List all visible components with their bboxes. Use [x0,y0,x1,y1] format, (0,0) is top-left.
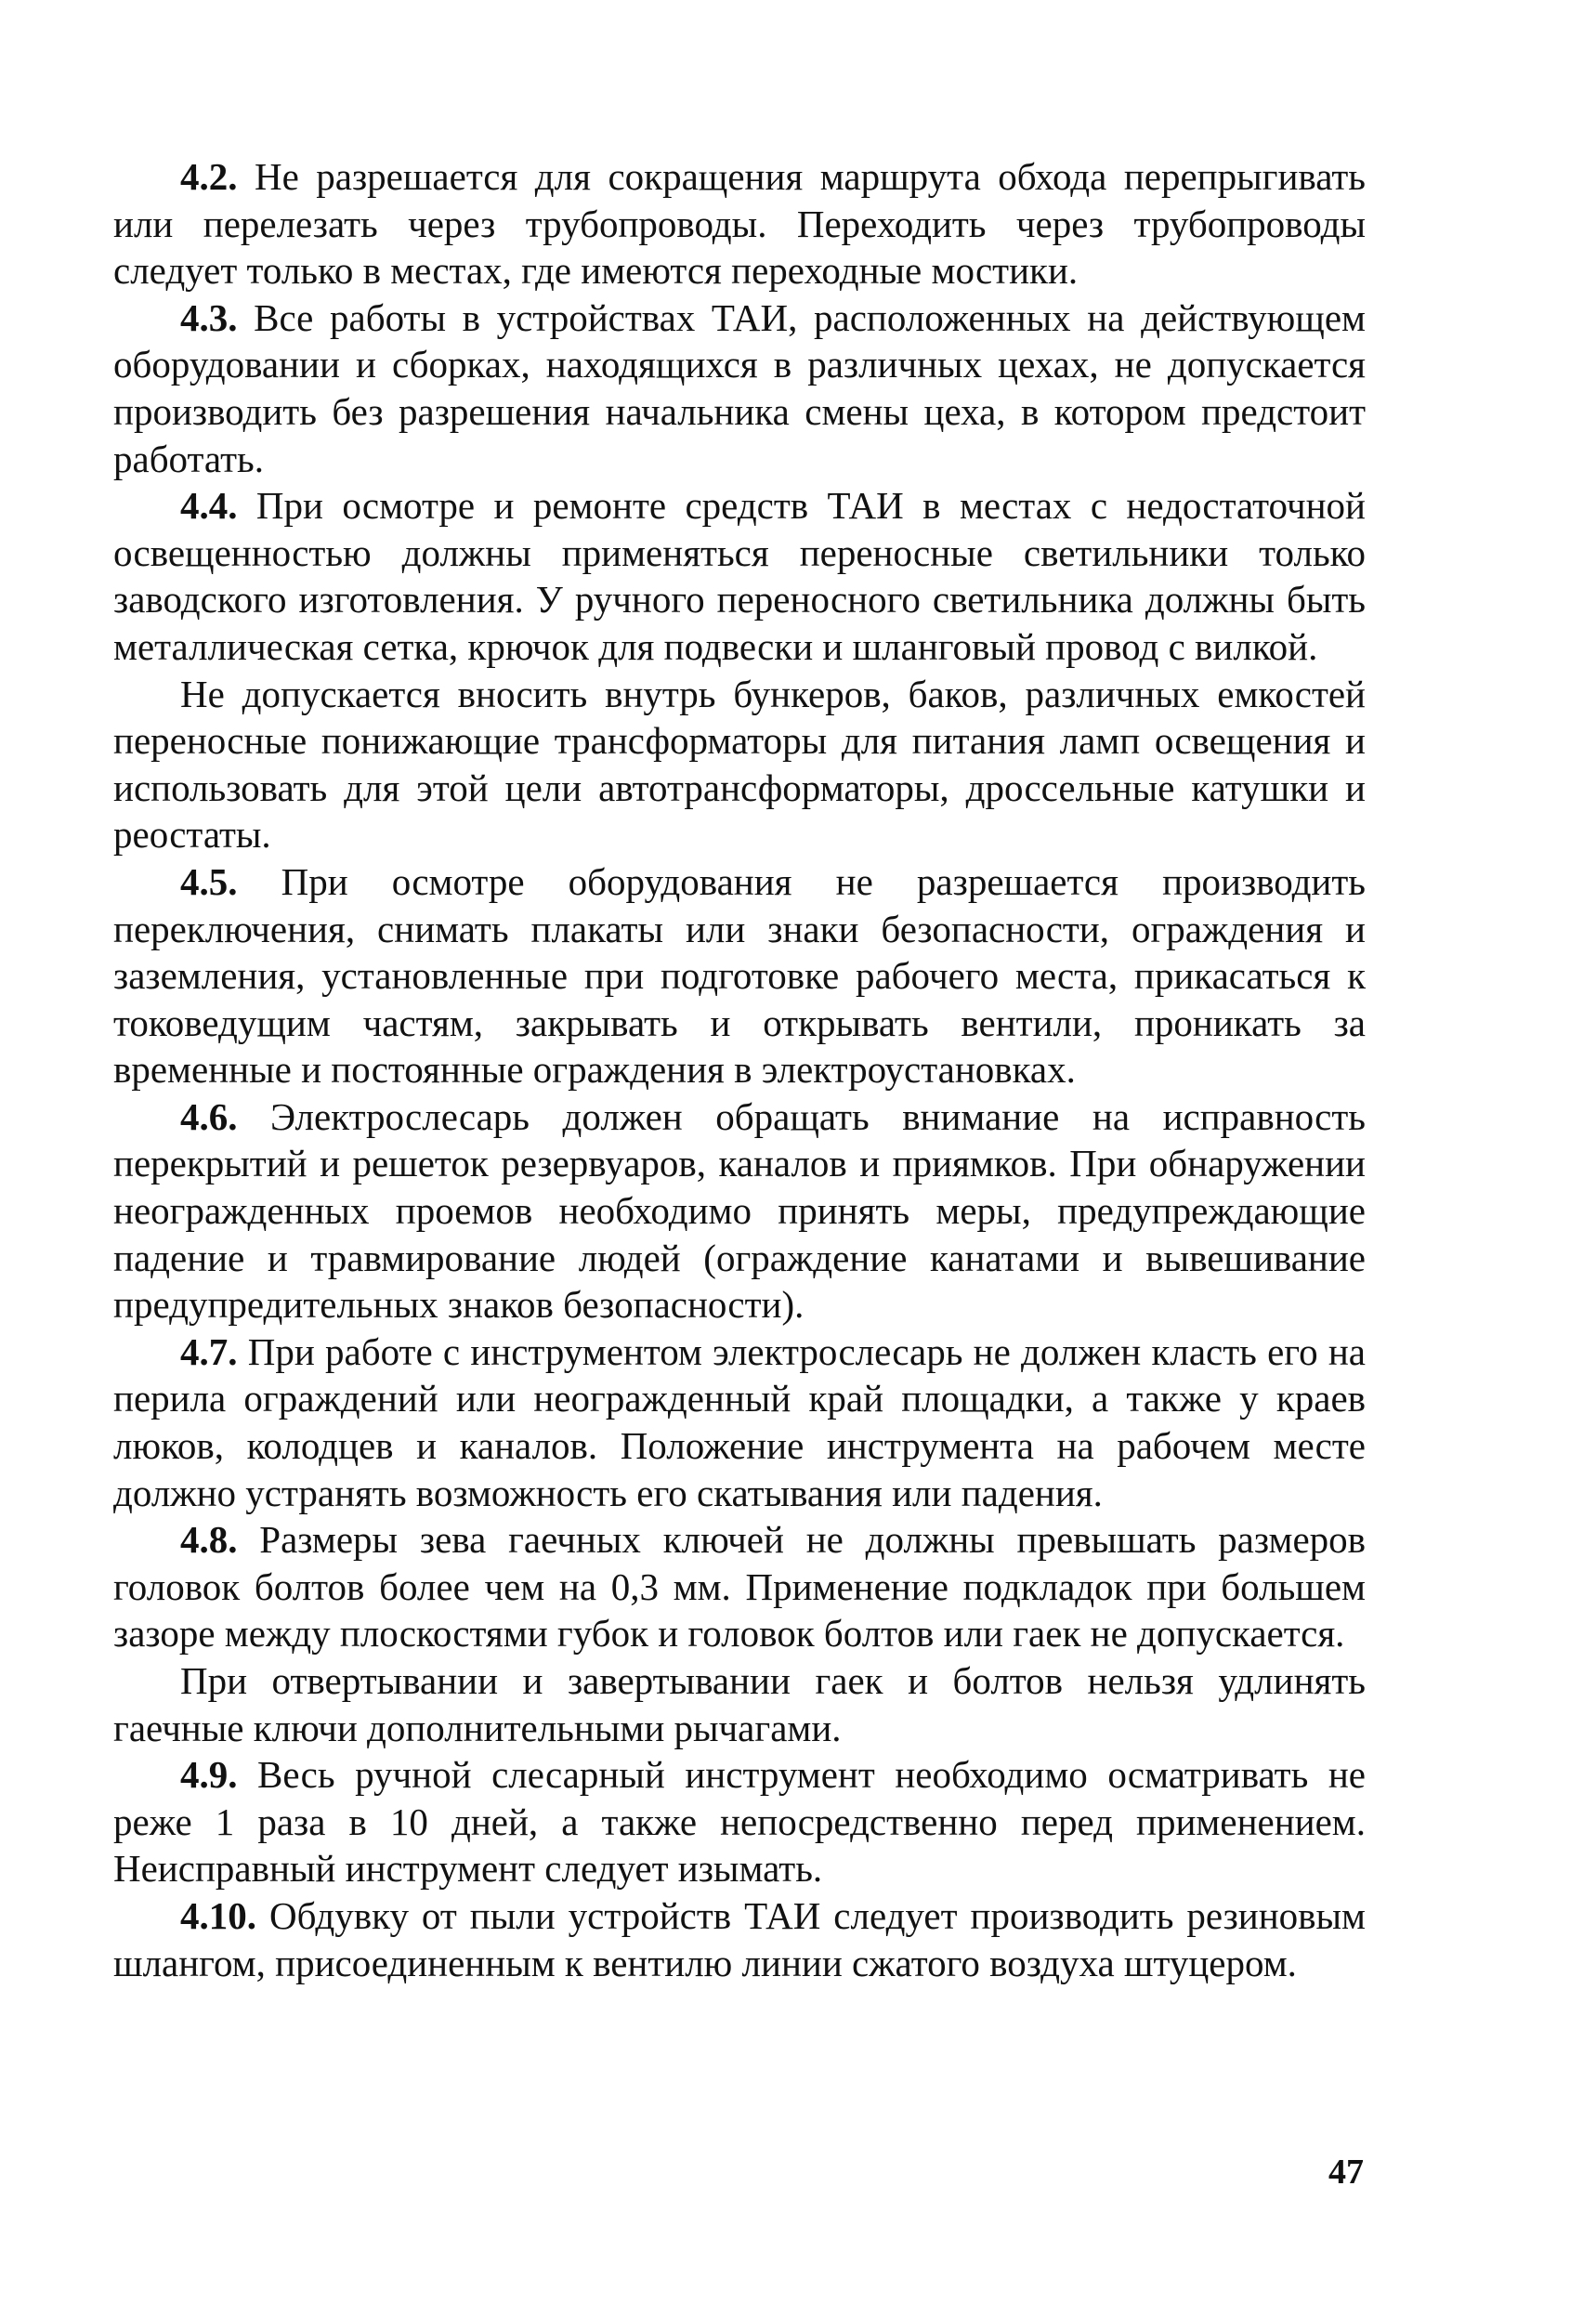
paragraph-text: Электрослесарь должен обращать внимание на исправность перекрытий и решеток резервуаров, каналов и приямков. При обнаружении неогражденных проемов необходимо принять меры, предупреждающие падение и травмирование людей (ограждение канатами и вывешивание предупредительных знаков безопасности). [113,1094,1366,1327]
paragraph-4-2 [113,153,1366,295]
paragraph-4-4 [113,482,1366,670]
clause-number: 4.5. [180,859,238,903]
paragraph-4-9 [113,1751,1366,1892]
clause-number: 4.3. [180,295,238,339]
paragraph-text: При осмотре оборудования не разрешается производить переключения, снимать плакаты или знаки безопасности, ограждения и заземления, установленные при подготовке рабочего места, прикасаться к токоведущим частям, закрывать и открывать вентили, проникать за временные и постоянные ограждения в электроустановках. [113,859,1366,1092]
paragraph-text: Все работы в устройствах ТАИ, расположенных на действующем оборудовании и сборках, находящихся в различных цехах, не допускается производить без разрешения начальника смены цеха, в котором предстоит работать. [113,295,1366,480]
paragraph-4-10 [113,1892,1366,1986]
paragraph-4-5 [113,858,1366,1093]
paragraph-4-8-continued [113,1657,1366,1751]
paragraph-text: Не разрешается для сокращения маршрута обхода перепрыгивать или перелезать через трубопроводы. Переходить через трубопроводы следует только в местах, где имеются переходные мостики. [113,155,1366,293]
paragraph-text: При отвертывании и завертывании гаек и болтов нельзя удлинять гаечные ключи дополнительными рычагами. [113,1659,1366,1749]
clause-number: 4.4. [180,484,238,528]
clause-number: 4.2. [180,155,238,198]
clause-number: 4.9. [180,1753,238,1797]
paragraph-4-6 [113,1093,1366,1329]
body-text [113,153,1366,1986]
paragraph-text: Обдувку от пыли устройств ТАИ следует производить резиновым шлангом, присоединенным к вентилю линии сжатого воздуха штуцером. [113,1893,1366,1984]
paragraph-4-8 [113,1516,1366,1657]
clause-number: 4.6. [180,1094,238,1138]
paragraph-text: Не допускается вносить внутрь бункеров, баков, различных емкостей переносные понижающие трансформаторы для питания ламп освещения и использовать для этой цели автотрансформаторы, дроссельные катушки и реостаты. [113,672,1366,857]
paragraph-text: При осмотре и ремонте средств ТАИ в местах с недостаточной освещенностью должны применяться переносные светильники только заводского изготовления. У ручного переносного светильника должны быть металлическая сетка, крючок для подвески и шланговый провод с вилкой. [113,484,1366,668]
paragraph-4-3 [113,295,1366,482]
paragraph-text: Весь ручной слесарный инструмент необходимо осматривать не реже 1 раза в 10 дней, а также непосредственно перед применением. Неисправный инструмент следует изымать. [113,1753,1366,1891]
paragraph-text: При работе с инструментом электрослесарь не должен класть его на перила ограждений или неогражденный край площадки, а также у краев люков, колодцев и каналов. Положение инструмента на рабочем месте должно устранять возможность его скатывания или падения. [113,1329,1366,1514]
clause-number: 4.8. [180,1518,238,1562]
paragraph-4-4-continued [113,671,1366,858]
clause-number: 4.10. [180,1893,256,1937]
paragraph-text: Размеры зева гаечных ключей не должны превышать размеров головок болтов более чем на 0,3 мм. Применение подкладок при большем зазоре между плоскостями губок и головок болтов или гаек не допускается. [113,1518,1366,1656]
clause-number: 4.7. [180,1329,238,1373]
paragraph-4-7 [113,1329,1366,1516]
page-number: 47 [1328,2153,1364,2192]
